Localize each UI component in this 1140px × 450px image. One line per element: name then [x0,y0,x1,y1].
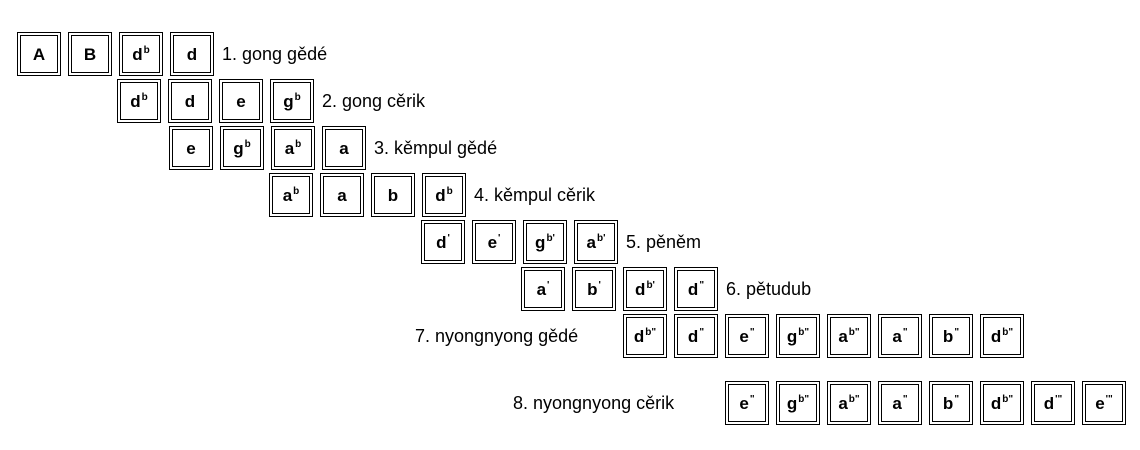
note-letter: d [435,186,446,205]
note-letter: b [587,280,598,299]
note-box [983,384,1021,422]
note-letter: a [838,394,848,413]
note-box [272,176,310,214]
note-letter: b [942,394,954,413]
note-modifier: b [293,186,300,197]
note-modifier: b [244,139,251,150]
note-modifier: " [954,394,960,405]
note-letter: b [387,186,399,205]
note-modifier: b" [848,394,860,405]
note-modifier: b" [645,327,657,338]
note-letter: d [990,394,1002,413]
note-letter: d [635,280,646,299]
instrument-label: 7. nyongnyong gědé [415,326,579,346]
note-modifier: b' [546,233,555,244]
note-modifier: b" [848,327,860,338]
note-letter: e [1095,394,1105,413]
note-letter: g [233,139,244,158]
note-box [122,35,160,73]
instrument-label: 3. kěmpul gědé [374,138,498,158]
note-letter: e [186,139,196,158]
instrument-label: 1. gong gědé [222,44,328,64]
note-box [728,384,766,422]
note-box [728,317,766,355]
note-letter: d [990,327,1002,346]
note-letter: a [337,186,347,205]
note-modifier: b" [1002,327,1014,338]
note-letter: d [130,92,141,111]
note-modifier: b" [798,394,810,405]
note-box [524,270,562,308]
note-box [526,223,564,261]
note-modifier: b [446,186,453,197]
note-box [932,317,970,355]
note-letter: e [739,327,749,346]
note-letter: e [236,92,246,111]
note-letter: a [536,280,547,299]
note-modifier: b' [596,233,606,244]
note-letter: a [282,186,293,205]
note-letter: a [892,394,902,413]
instrument-label: 8. nyongnyong cěrik [513,393,675,413]
note-box [677,317,715,355]
note-box [475,223,513,261]
note-modifier: ' [498,233,501,244]
note-box [374,176,412,214]
note-letter: d [132,45,143,64]
note-letter: a [892,327,902,346]
note-letter: a [339,139,349,158]
note-box [325,129,363,167]
note-letter: d [436,233,447,252]
note-letter: g [535,233,546,252]
note-letter: b [942,327,954,346]
note-modifier: b [141,92,148,103]
note-letter: d [687,280,699,299]
note-box [120,82,158,120]
note-modifier: " [749,394,755,405]
note-box [830,384,868,422]
note-modifier: ' [447,233,450,244]
note-box [223,129,261,167]
note-letter: d [1043,394,1055,413]
note-letter: A [32,45,46,64]
note-modifier: b" [798,327,810,338]
note-box [171,82,209,120]
note-modifier: b [295,139,302,150]
note-box [173,35,211,73]
note-box [983,317,1021,355]
instrument-label: 4. kěmpul cěrik [474,185,596,205]
note-letter: d [687,327,699,346]
note-letter: a [586,233,596,252]
note-letter: g [283,92,294,111]
note-modifier: ' [547,280,550,291]
note-box [172,129,210,167]
note-modifier: b" [1002,394,1014,405]
note-modifier: " [902,394,908,405]
note-box [274,129,312,167]
note-box [830,317,868,355]
note-box [425,176,463,214]
note-letter: e [487,233,498,252]
note-modifier: b [143,45,150,56]
note-letter: e [739,394,749,413]
note-modifier: b [294,92,301,103]
note-box [677,270,715,308]
note-box [20,35,58,73]
note-box [577,223,615,261]
note-modifier: " [954,327,960,338]
note-letter: d [186,45,198,64]
note-letter: g [786,394,798,413]
instrument-label: 2. gong cěrik [322,91,426,111]
note-letter: g [786,327,798,346]
note-letter: d [184,92,196,111]
note-letter: a [284,139,295,158]
note-box [575,270,613,308]
note-box [881,384,919,422]
note-box [626,317,664,355]
note-modifier: " [749,327,755,338]
note-box [323,176,361,214]
note-modifier: '" [1055,394,1063,405]
note-box [424,223,462,261]
note-letter: a [838,327,848,346]
note-box [932,384,970,422]
instrument-label: 5. pěněm [626,232,702,252]
note-modifier: " [699,327,705,338]
note-letter: B [83,45,97,64]
note-modifier: '" [1105,394,1113,405]
note-modifier: " [902,327,908,338]
note-box [626,270,664,308]
note-box [273,82,311,120]
instrument-label: 6. pětudub [726,279,812,299]
note-box [779,317,817,355]
note-box [779,384,817,422]
note-box [1034,384,1072,422]
note-modifier: " [699,280,705,291]
note-modifier: b' [646,280,655,291]
note-letter: d [633,327,645,346]
note-box [71,35,109,73]
note-box [222,82,260,120]
note-modifier: ' [598,280,601,291]
note-box [881,317,919,355]
note-box [1085,384,1123,422]
